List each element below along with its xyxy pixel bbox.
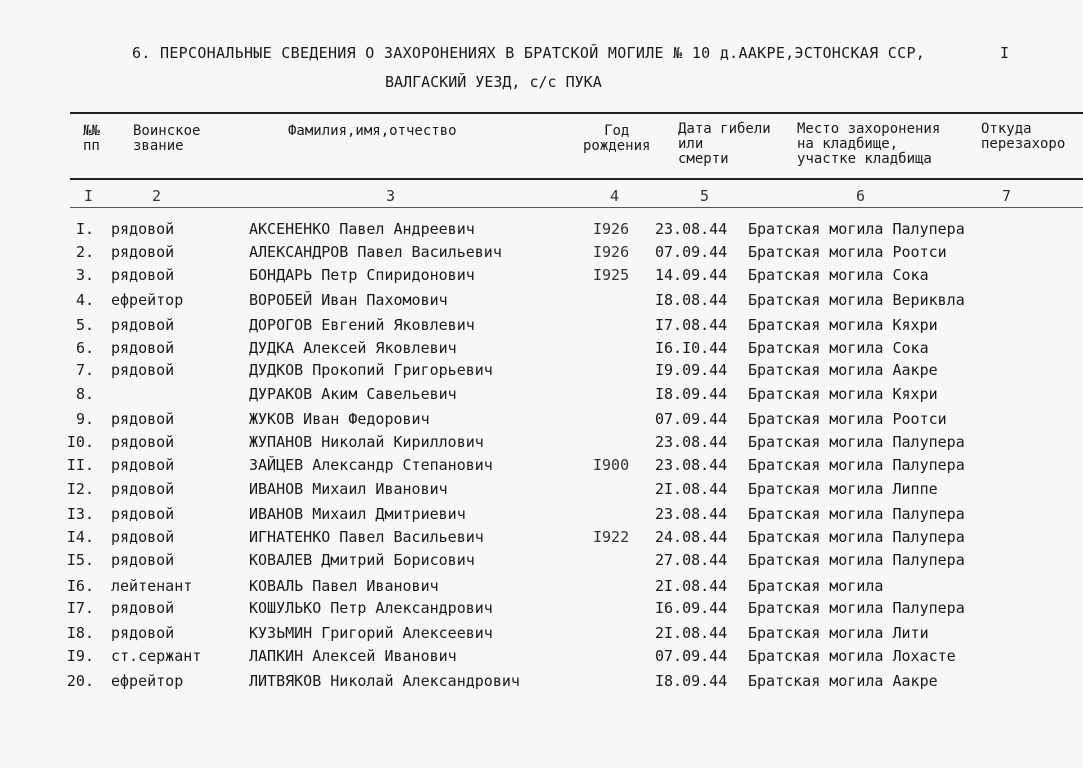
row-number: I3. <box>66 505 94 523</box>
row-number: I. <box>75 220 94 238</box>
rank-cell: ефрейтор <box>111 672 184 690</box>
death-date-cell: 07.09.44 <box>655 647 728 665</box>
header-num: №№ пп <box>83 123 100 154</box>
page-number: I <box>1000 44 1010 62</box>
burial-place-cell: Братская могила Сока <box>748 266 929 284</box>
row-number: 5. <box>75 316 94 334</box>
row-number: 2. <box>75 243 94 261</box>
burial-place-cell: Братская могила Палупера <box>748 599 965 617</box>
header-rank: Воинское звание <box>133 123 201 154</box>
burial-place-cell: Братская могила <box>748 577 884 595</box>
rank-cell: рядовой <box>111 433 175 451</box>
birth-year-cell: I926 <box>593 220 630 238</box>
death-date-cell: 2I.08.44 <box>655 624 728 642</box>
death-date-cell: 14.09.44 <box>655 266 728 284</box>
burial-place-cell: Братская могила Сока <box>748 339 929 357</box>
column-number: I <box>84 187 94 205</box>
rank-cell: рядовой <box>111 266 175 284</box>
column-number: 2 <box>152 187 162 205</box>
rank-cell: рядовой <box>111 243 175 261</box>
death-date-cell: I6.09.44 <box>655 599 728 617</box>
table-row <box>0 647 1083 669</box>
column-number: 7 <box>1002 187 1012 205</box>
document-title: 6. ПЕРСОНАЛЬНЫЕ СВЕДЕНИЯ О ЗАХОРОНЕНИЯХ В БРАТСКОЙ МОГИЛЕ № 10 д.ААКРЕ,ЭСТОНСКАЯ ССР, <box>132 44 926 62</box>
death-date-cell: 07.09.44 <box>655 410 728 428</box>
name-cell: ЗАЙЦЕВ Александр Степанович <box>249 456 493 474</box>
death-date-cell: I8.09.44 <box>655 672 728 690</box>
burial-place-cell: Братская могила Палупера <box>748 551 965 569</box>
column-number-rule <box>70 207 1083 208</box>
table-row <box>0 316 1083 338</box>
name-cell: ЛАПКИН Алексей Иванович <box>249 647 457 665</box>
table-row <box>0 505 1083 527</box>
rank-cell: лейтенант <box>111 577 193 595</box>
name-cell: ЖУПАНОВ Николай Кириллович <box>249 433 484 451</box>
name-cell: КОШУЛЬКО Петр Александрович <box>249 599 493 617</box>
rank-cell: рядовой <box>111 528 175 546</box>
table-row <box>0 266 1083 288</box>
death-date-cell: 2I.08.44 <box>655 577 728 595</box>
document-subtitle: ВАЛГАСКИЙ УЕЗД, с/с ПУКА <box>385 73 602 91</box>
burial-place-cell: Братская могила Палупера <box>748 433 965 451</box>
name-cell: КОВАЛЕВ Дмитрий Борисович <box>249 551 475 569</box>
table-row <box>0 599 1083 621</box>
column-number: 3 <box>386 187 396 205</box>
name-cell: ДУДКА Алексей Яковлевич <box>249 339 457 357</box>
burial-place-cell: Братская могила Лохасте <box>748 647 956 665</box>
burial-place-cell: Братская могила Вериквла <box>748 291 965 309</box>
rank-cell: ст.сержант <box>111 647 202 665</box>
death-date-cell: 2I.08.44 <box>655 480 728 498</box>
row-number: I0. <box>66 433 94 451</box>
row-number: 4. <box>75 291 94 309</box>
name-cell: ИВАНОВ Михаил Дмитриевич <box>249 505 466 523</box>
death-date-cell: 23.08.44 <box>655 433 728 451</box>
row-number: 7. <box>75 361 94 379</box>
rank-cell: рядовой <box>111 480 175 498</box>
death-date-cell: 24.08.44 <box>655 528 728 546</box>
row-number: I6. <box>66 577 94 595</box>
table-row <box>0 456 1083 478</box>
table-row <box>0 410 1083 432</box>
burial-place-cell: Братская могила Липпе <box>748 480 938 498</box>
rank-cell: рядовой <box>111 316 175 334</box>
rank-cell: рядовой <box>111 410 175 428</box>
rank-cell: рядовой <box>111 339 175 357</box>
burial-place-cell: Братская могила Палупера <box>748 220 965 238</box>
rank-cell: рядовой <box>111 220 175 238</box>
row-number: I4. <box>66 528 94 546</box>
death-date-cell: 07.09.44 <box>655 243 728 261</box>
rank-cell: рядовой <box>111 456 175 474</box>
death-date-cell: 27.08.44 <box>655 551 728 569</box>
column-number: 4 <box>610 187 620 205</box>
column-number: 5 <box>700 187 710 205</box>
row-number: 6. <box>75 339 94 357</box>
name-cell: КОВАЛЬ Павел Иванович <box>249 577 439 595</box>
row-number: 8. <box>75 385 94 403</box>
death-date-cell: I7.08.44 <box>655 316 728 334</box>
death-date-cell: 23.08.44 <box>655 456 728 474</box>
name-cell: АЛЕКСАНДРОВ Павел Васильевич <box>249 243 502 261</box>
rank-cell: рядовой <box>111 551 175 569</box>
row-number: 9. <box>75 410 94 428</box>
table-row <box>0 361 1083 383</box>
name-cell: ИГНАТЕНКО Павел Васильевич <box>249 528 484 546</box>
table-row <box>0 480 1083 502</box>
burial-place-cell: Братская могила Лити <box>748 624 929 642</box>
burial-place-cell: Братская могила Палупера <box>748 528 965 546</box>
table-row <box>0 672 1083 694</box>
row-number: II. <box>66 456 94 474</box>
name-cell: ЛИТВЯКОВ Николай Александрович <box>249 672 520 690</box>
death-date-cell: I9.09.44 <box>655 361 728 379</box>
birth-year-cell: I926 <box>593 243 630 261</box>
burial-place-cell: Братская могила Роотси <box>748 243 947 261</box>
row-number: I8. <box>66 624 94 642</box>
header-from: Откуда перезахоро <box>981 121 1066 152</box>
table-top-rule <box>70 112 1083 114</box>
death-date-cell: 23.08.44 <box>655 505 728 523</box>
burial-place-cell: Братская могила Аакре <box>748 672 938 690</box>
table-row <box>0 220 1083 242</box>
row-number: I2. <box>66 480 94 498</box>
burial-place-cell: Братская могила Кяхри <box>748 316 938 334</box>
death-date-cell: I6.I0.44 <box>655 339 728 357</box>
name-cell: ДУДКОВ Прокопий Григорьевич <box>249 361 493 379</box>
table-row <box>0 385 1083 407</box>
name-cell: КУЗЬМИН Григорий Алексеевич <box>249 624 493 642</box>
burial-place-cell: Братская могила Кяхри <box>748 385 938 403</box>
death-date-cell: 23.08.44 <box>655 220 728 238</box>
table-row <box>0 577 1083 599</box>
row-number: 20. <box>66 672 94 690</box>
name-cell: ЖУКОВ Иван Федорович <box>249 410 430 428</box>
rank-cell: рядовой <box>111 624 175 642</box>
row-number: 3. <box>75 266 94 284</box>
table-row <box>0 433 1083 455</box>
rank-cell: рядовой <box>111 599 175 617</box>
burial-place-cell: Братская могила Палупера <box>748 505 965 523</box>
header-year: Год рождения <box>583 123 651 154</box>
name-cell: БОНДАРЬ Петр Спиридонович <box>249 266 475 284</box>
birth-year-cell: I900 <box>593 456 630 474</box>
rank-cell: рядовой <box>111 361 175 379</box>
name-cell: ВОРОБЕЙ Иван Пахомович <box>249 291 448 309</box>
burial-place-cell: Братская могила Роотси <box>748 410 947 428</box>
table-row <box>0 243 1083 265</box>
name-cell: ИВАНОВ Михаил Иванович <box>249 480 448 498</box>
table-row <box>0 528 1083 550</box>
column-number: 6 <box>856 187 866 205</box>
name-cell: ДОРОГОВ Евгений Яковлевич <box>249 316 475 334</box>
header-name: Фамилия,имя,отчество <box>288 123 457 139</box>
rank-cell: рядовой <box>111 505 175 523</box>
burial-place-cell: Братская могила Аакре <box>748 361 938 379</box>
birth-year-cell: I925 <box>593 266 630 284</box>
header-bottom-rule <box>70 178 1083 180</box>
death-date-cell: I8.09.44 <box>655 385 728 403</box>
table-row <box>0 339 1083 361</box>
birth-year-cell: I922 <box>593 528 630 546</box>
table-row <box>0 551 1083 573</box>
burial-place-cell: Братская могила Палупера <box>748 456 965 474</box>
row-number: I7. <box>66 599 94 617</box>
row-number: I9. <box>66 647 94 665</box>
table-row <box>0 291 1083 313</box>
table-row <box>0 624 1083 646</box>
row-number: I5. <box>66 551 94 569</box>
name-cell: ДУРАКОВ Аким Савельевич <box>249 385 457 403</box>
death-date-cell: I8.08.44 <box>655 291 728 309</box>
rank-cell: ефрейтор <box>111 291 184 309</box>
header-date: Дата гибели или смерти <box>678 121 771 167</box>
name-cell: АКСЕНЕНКО Павел Андреевич <box>249 220 475 238</box>
header-place: Место захоронения на кладбище, участке кладбища <box>797 121 941 167</box>
